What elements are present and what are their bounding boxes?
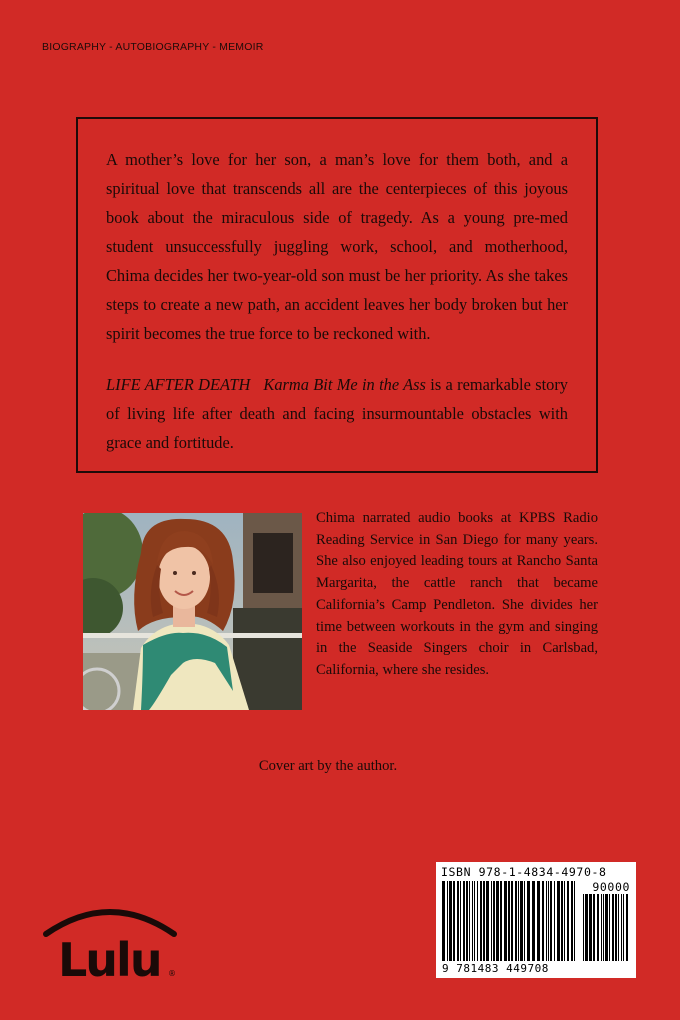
barcode-bar [477,881,478,961]
barcode-bar [537,881,540,961]
blurb-paragraph-1: A mother’s love for her son, a man’s love for them both, and a spiritual love that transcends all are the centerpieces of this joyous book about the miraculous side of tragedy. As a young pre-med student unsuccessfully juggling work, school, and motherhood, Chima decides her two-year-old son must be her priority. As she takes steps to create a new path, an accident leaves her body broken but her spirit becomes the true force to be reckoned with. [106,150,568,343]
barcode-bar [601,894,602,961]
price-code: 90000 [592,880,630,894]
cover-art-credit: Cover art by the author. [258,758,398,774]
barcode-bar [463,881,465,961]
barcode-bar [518,881,519,961]
book-subtitle: Karma Bit Me in the Ass [263,375,426,394]
barcode-bar [520,881,523,961]
barcode-bar [453,881,455,961]
barcode-bar [564,881,565,961]
barcode-bar [561,881,563,961]
barcode-bar [615,894,617,961]
barcode-bar [504,881,507,961]
barcode-bar [532,881,535,961]
barcode-bar [486,881,489,961]
barcode-bar [618,894,619,961]
barcode-bar [550,881,552,961]
barcode-bar [449,881,452,961]
barcode-bar [612,894,614,961]
author-bio: Chima narrated audio books at KPBS Radio Reading Service in San Diego for many years. She also enjoyed leading tours at Rancho Santa Margarita, the cattle ranch that became California’s Camp Pendleton. She divides her time between workouts in the gym and singing in the Seaside Singers choir in Carlsbad, California, where she resides. [316,510,598,678]
barcode-bar [623,894,624,961]
barcode-bar [593,894,595,961]
barcode-bar [524,881,525,961]
barcode-bar [508,881,510,961]
barcode-bar [554,881,555,961]
isbn-barcode [436,862,636,978]
barcode-bar [542,881,544,961]
svg-text:Lulu: Lulu [58,933,161,986]
addon-barcode-bars [583,894,631,961]
book-title: LIFE AFTER DEATH [106,375,251,394]
barcode-bar [605,894,608,961]
barcode-bar [472,881,473,961]
barcode-bar [527,881,530,961]
barcode-bar [466,881,468,961]
barcode-bar [491,881,492,961]
barcode-bar [583,894,584,961]
barcode-bar [585,894,588,961]
lulu-logo [40,896,180,986]
barcode-bar [621,894,622,961]
blurb-paragraph-2 [106,370,568,457]
barcode-bar [460,881,461,961]
category-label: BIOGRAPHY - AUTOBIOGRAPHY - MEMOIR [42,41,264,53]
barcode-bar [457,881,459,961]
blurb-paragraph-2-text: is a remarkable story of living life after death and facing insurmountable obstacles with grace and fortitude. [106,375,568,452]
ean-barcode-bars [442,881,578,961]
barcode-bar [447,881,448,961]
barcode-bar [483,881,485,961]
barcode-bar [574,881,575,961]
barcode-bar [603,894,604,961]
author-photo [83,513,302,710]
svg-text:®: ® [168,969,176,978]
barcode-bar [442,881,445,961]
barcode-bar [469,881,470,961]
barcode-bar [500,881,502,961]
ean-digits: 9 781483 449708 [442,962,549,975]
barcode-bar [571,881,573,961]
barcode-bar [557,881,560,961]
barcode-bar [589,894,592,961]
barcode-bar [480,881,482,961]
barcode-bar [609,894,610,961]
barcode-bar [515,881,517,961]
barcode-bar [626,894,628,961]
barcode-bar [496,881,499,961]
blurb-box [76,117,598,473]
barcode-bar [474,881,475,961]
barcode-bar [567,881,569,961]
barcode-bar [548,881,549,961]
isbn-label: ISBN 978-1-4834-4970-8 [441,865,607,879]
barcode-bar [511,881,513,961]
barcode-bar [597,894,599,961]
barcode-bar [493,881,495,961]
barcode-bar [546,881,547,961]
